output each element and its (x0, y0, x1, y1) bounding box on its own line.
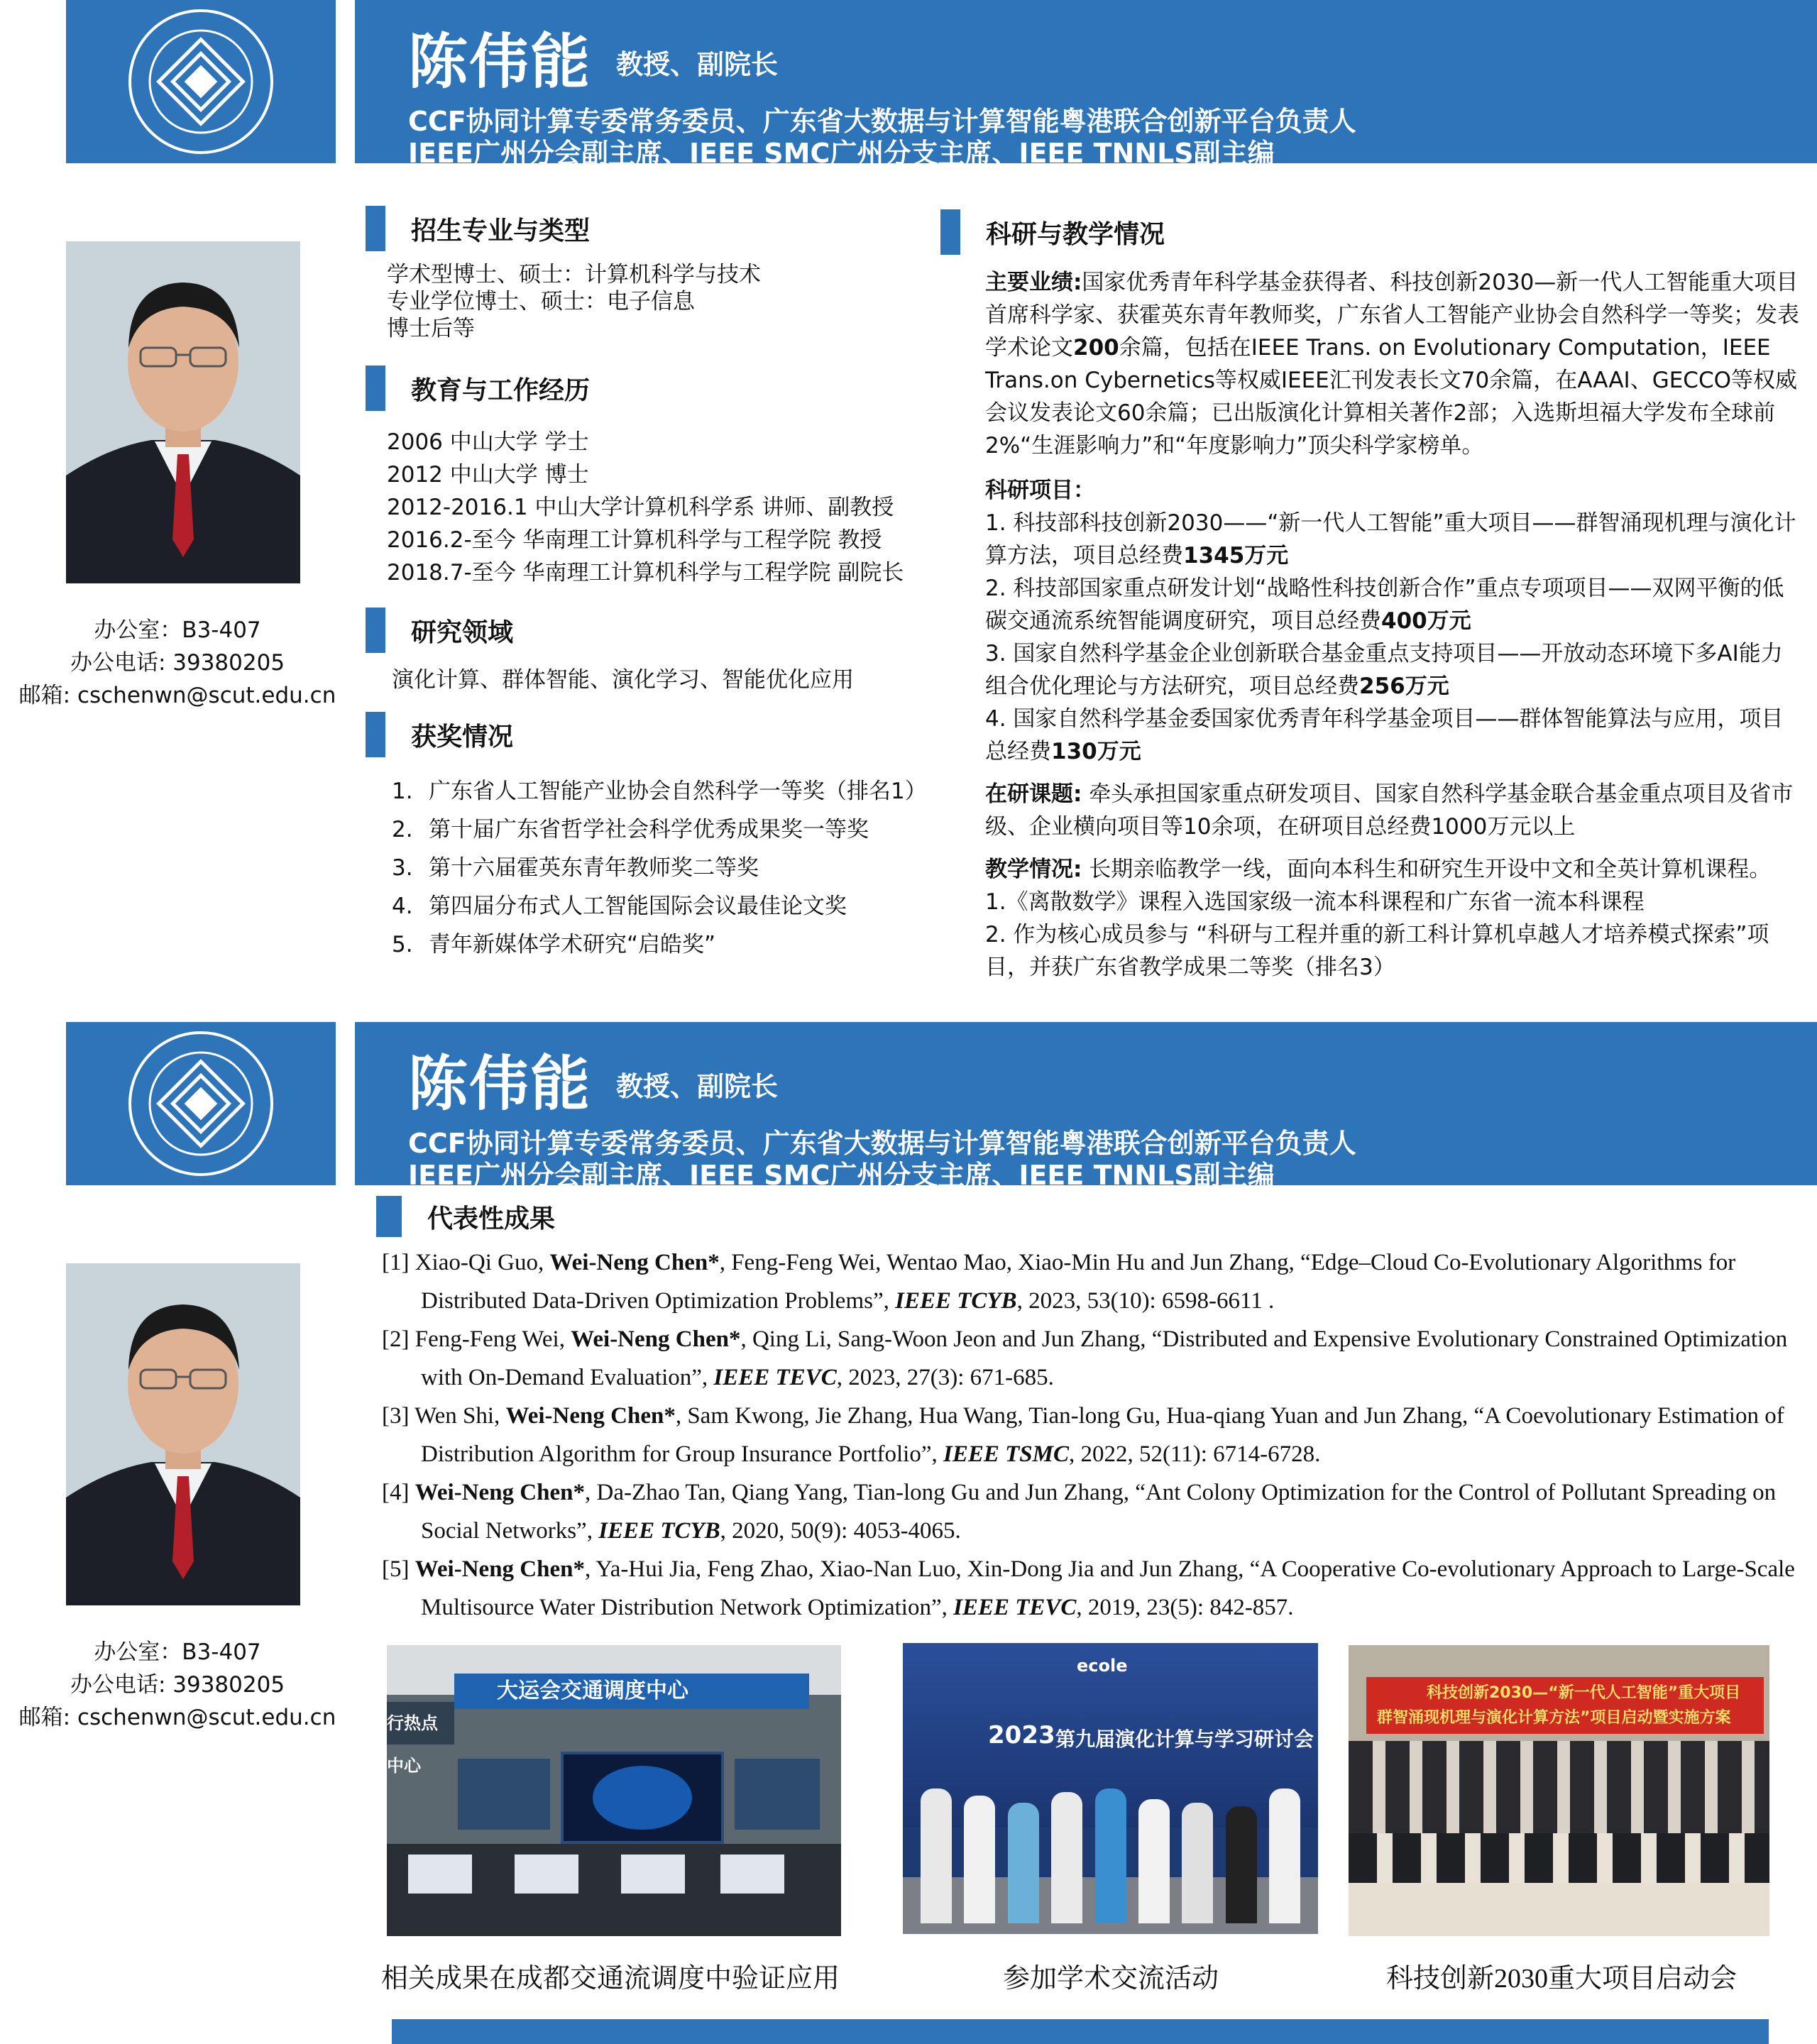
profile-title: 教授、副院长 (616, 49, 779, 80)
school-logo-box (66, 0, 336, 163)
admission-line: 博士后等 (387, 316, 475, 341)
award-item: 1. 广东省人工智能产业协会自然科学一等奖（排名1） (392, 779, 927, 804)
photo-logo-text: ecole (1077, 1656, 1128, 1676)
profile-role-line-2: IEEE广州分会副主席、IEEE SMC广州分支主席、IEEE TNNLS副主编 (408, 138, 1275, 169)
school-logo-icon (126, 1029, 275, 1178)
admission-line: 学术型博士、硕士：计算机科学与技术 (387, 262, 761, 287)
award-item: 5. 青年新媒体学术研究“启皓奖” (392, 932, 716, 957)
section-title: 教育与工作经历 (411, 375, 591, 405)
research-text: 演化计算、群体智能、演化学习、智能优化应用 (392, 667, 854, 693)
references-list (382, 1243, 1801, 1627)
sci-ongoing: 在研课题: 牵头承担国家重点研发项目、国家自然科学基金联合基金重点项目及省市级、企业横向项目等10余项，在研项目总经费1000万元以上 (985, 781, 1794, 840)
sci-main-text: 主要业绩:国家优秀青年科学基金获得者、科技创新2030—新一代人工智能重大项目首席科学家、获霍英东青年教师奖，广东省人工智能产业协会自然科学一等奖；发表学术论文200余篇，包括在IEEE Trans. on Evolutionary Computation，IEEE Trans.on Cybernetics等权威IEEE汇刊发表长文70余篇，在AAAI、GECCO等权威会议发表论文60余篇；已出版演化计算相关著作2部；入选斯坦福大学发布全球前2%“生涯影响力”和“年度影响力”顶尖科学家榜单。 (985, 270, 1799, 458)
profile-role-line-1: CCF协同计算专委常务委员、广东省大数据与计算智能粤港联合创新平台负责人 (408, 106, 1356, 137)
admission-line: 专业学位博士、硕士：电子信息 (387, 289, 695, 314)
education-line: 2016.2-至今 华南理工计算机科学与工程学院 教授 (387, 527, 882, 553)
email-text: 邮箱: cschenwn@scut.edu.cn (18, 683, 336, 708)
reference-item: [3] Wen Shi, Wei-Neng Chen*, Sam Kwong, Jie Zhang, Hua Wang, Tian-long Gu, Hua-qiang Yuan and Jun Zhang, “A Coevolutionary Estimation of Distribution Algorithm for Group Insurance Portfolio”, IEEE TSMC, 2022, 52(11): 6714-6728. (382, 1403, 1784, 1467)
education-line: 2018.7-至今 华南理工计算机科学与工程学院 副院长 (387, 560, 904, 586)
caption-kickoff: 科技创新2030重大项目启动会 (1385, 1964, 1737, 1994)
footer-bar (392, 2019, 1769, 2044)
reference-item: [1] Xiao-Qi Guo, Wei-Neng Chen*, Feng-Feng Wei, Wentao Mao, Xiao-Min Hu and Jun Zhang, “Edge–Cloud Co-Evolutionary Algorithms for Distributed Data-Driven Optimization Problems”, IEEE TCYB, 2023, 53(10): 6598-6611 . (382, 1250, 1736, 1314)
profile-role-line-1: CCF协同计算专委常务委员、广东省大数据与计算智能粤港联合创新平台负责人 (408, 1128, 1356, 1159)
phone-text: 办公电话: 39380205 (70, 1672, 285, 1698)
project-item: 1. 科技部科技创新2030——“新一代人工智能”重大项目——群智涌现机理与演化计算方法，项目总经费1345万元 (985, 510, 1796, 568)
portrait-photo (66, 1263, 300, 1605)
project-item: 4. 国家自然科学基金委国家优秀青年科学基金项目——群体智能算法与应用，项目总经费130万元 (985, 706, 1784, 764)
traffic-center-photo (387, 1645, 841, 1936)
portrait-photo (66, 241, 300, 583)
photo-banner-line-2: 群智涌现机理与演化计算方法”项目启动暨实施方案 (1377, 1709, 1731, 1727)
education-list (387, 426, 904, 589)
section-title: 代表性成果 (427, 1204, 556, 1233)
photo-side-text: 行热点中心 (387, 1702, 454, 1744)
award-item: 3. 第十六届霍英东青年教师奖二等奖 (392, 855, 759, 881)
section-sci-header (940, 209, 1165, 255)
school-logo-box (66, 1022, 336, 1185)
sci-projects: 科研项目： 1. 科技部科技创新2030——“新一代人工智能”重大项目——群智涌现机理与演化计算方法，项目总经费1345万元 2. 科技部国家重点研发计划“战略性科技创新合作”重点专项项目——双网平衡的低碳交通流系统智能调度研究，项目总经费400万元 3. 国家自然科学基金企业创新联合基金重点支持项目——开放动态环境下多AI能力组合优化理论与方法研究，项目总经费256万元 4. 国家自然科学基金委国家优秀青年科学基金项目——群体智能算法与应用，项目总经费130万元 (985, 474, 1801, 768)
admission-list (387, 261, 761, 342)
profile-name: 陈伟能 (408, 1049, 592, 1119)
email-text: 邮箱: cschenwn@scut.edu.cn (18, 1705, 336, 1730)
award-item: 4. 第四届分布式人工智能国际会议最佳论文奖 (392, 894, 847, 919)
workshop-photo (903, 1643, 1318, 1934)
contact-info (14, 1636, 341, 1734)
phone-text: 办公电话: 39380205 (70, 650, 285, 676)
section-title: 研究领域 (411, 617, 514, 647)
education-line: 2012-2016.1 中山大学计算机科学系 讲师、副教授 (387, 495, 894, 520)
caption-workshop: 参加学术交流活动 (1002, 1964, 1219, 1994)
section-research-header (366, 608, 513, 653)
education-line: 2006 中山大学 学士 (387, 429, 589, 455)
section-title: 招生专业与类型 (411, 216, 591, 246)
section-title: 获奖情况 (411, 722, 514, 752)
reference-item: [5] Wei-Neng Chen*, Ya-Hui Jia, Feng Zhao, Xiao-Nan Luo, Xin-Dong Jia and Jun Zhang, “A Cooperative Co-evolutionary Approach to Large-Scale Multisource Water Distribution Network Optimization”, IEEE TEVC, 2019, 23(5): 842-857. (382, 1556, 1795, 1620)
section-admission-header (366, 206, 590, 251)
office-text: 办公室：B3-407 (94, 617, 261, 643)
photo-title-text: 第九届演化计算与学习研讨会 (1055, 1727, 1314, 1751)
awards-list (392, 775, 927, 967)
section-awards-header (366, 712, 513, 757)
section-achievements-header (376, 1196, 555, 1237)
school-logo-icon (126, 7, 275, 156)
profile-title: 教授、副院长 (616, 1071, 779, 1102)
reference-item: [2] Feng-Feng Wei, Wei-Neng Chen*, Qing Li, Sang-Woon Jeon and Jun Zhang, “Distributed and Expensive Evolutionary Constrained Optimization with On-Demand Evaluation”, IEEE TEVC, 2023, 27(3): 671-685. (382, 1326, 1788, 1390)
profile-role-line-2: IEEE广州分会副主席、IEEE SMC广州分支主席、IEEE TNNLS副主编 (408, 1160, 1275, 1191)
profile-name: 陈伟能 (408, 27, 592, 97)
education-line: 2012 中山大学 博士 (387, 462, 589, 488)
profile-header (355, 1022, 1817, 1191)
section-education-header (366, 366, 590, 411)
office-text: 办公室：B3-407 (94, 1639, 261, 1665)
caption-traffic: 相关成果在成都交通流调度中验证应用 (380, 1964, 840, 1994)
reference-item: [4] Wei-Neng Chen*, Da-Zhao Tan, Qiang Yang, Tian-long Gu and Jun Zhang, “Ant Colony Optimization for the Control of Pollutant Spreading on Social Networks”, IEEE TCYB, 2020, 50(9): 4053-4065. (382, 1480, 1777, 1544)
award-item: 2. 第十届广东省哲学社会科学优秀成果奖一等奖 (392, 817, 869, 842)
kickoff-meeting-photo (1349, 1645, 1769, 1936)
photo-year-text: 2023 (988, 1721, 1055, 1749)
section-title: 科研与教学情况 (986, 219, 1165, 249)
photo-banner-line-1: 科技创新2030—“新一代人工智能”重大项目 (1427, 1684, 1741, 1702)
project-item: 3. 国家自然科学基金企业创新联合基金重点支持项目——开放动态环境下多AI能力组合优化理论与方法研究，项目总经费256万元 (985, 641, 1783, 699)
photo-sign-text: 大运会交通调度中心 (454, 1674, 809, 1709)
profile-header (355, 0, 1817, 169)
project-item: 2. 科技部国家重点研发计划“战略性科技创新合作”重点专项项目——双网平衡的低碳交通流系统智能调度研究，项目总经费400万元 (985, 576, 1784, 634)
contact-info (14, 614, 341, 712)
sci-teaching: 教学情况: 长期亲临教学一线，面向本科生和研究生开设中文和全英计算机课程。 1.《离散数学》课程入选国家级一流本科课程和广东省一流本科课程 2. 作为核心成员参与 “科研与工程并重的新工科计算机卓越人才培养模式探索”项目，并获广东省教学成果二等奖（排名3） (985, 857, 1772, 980)
